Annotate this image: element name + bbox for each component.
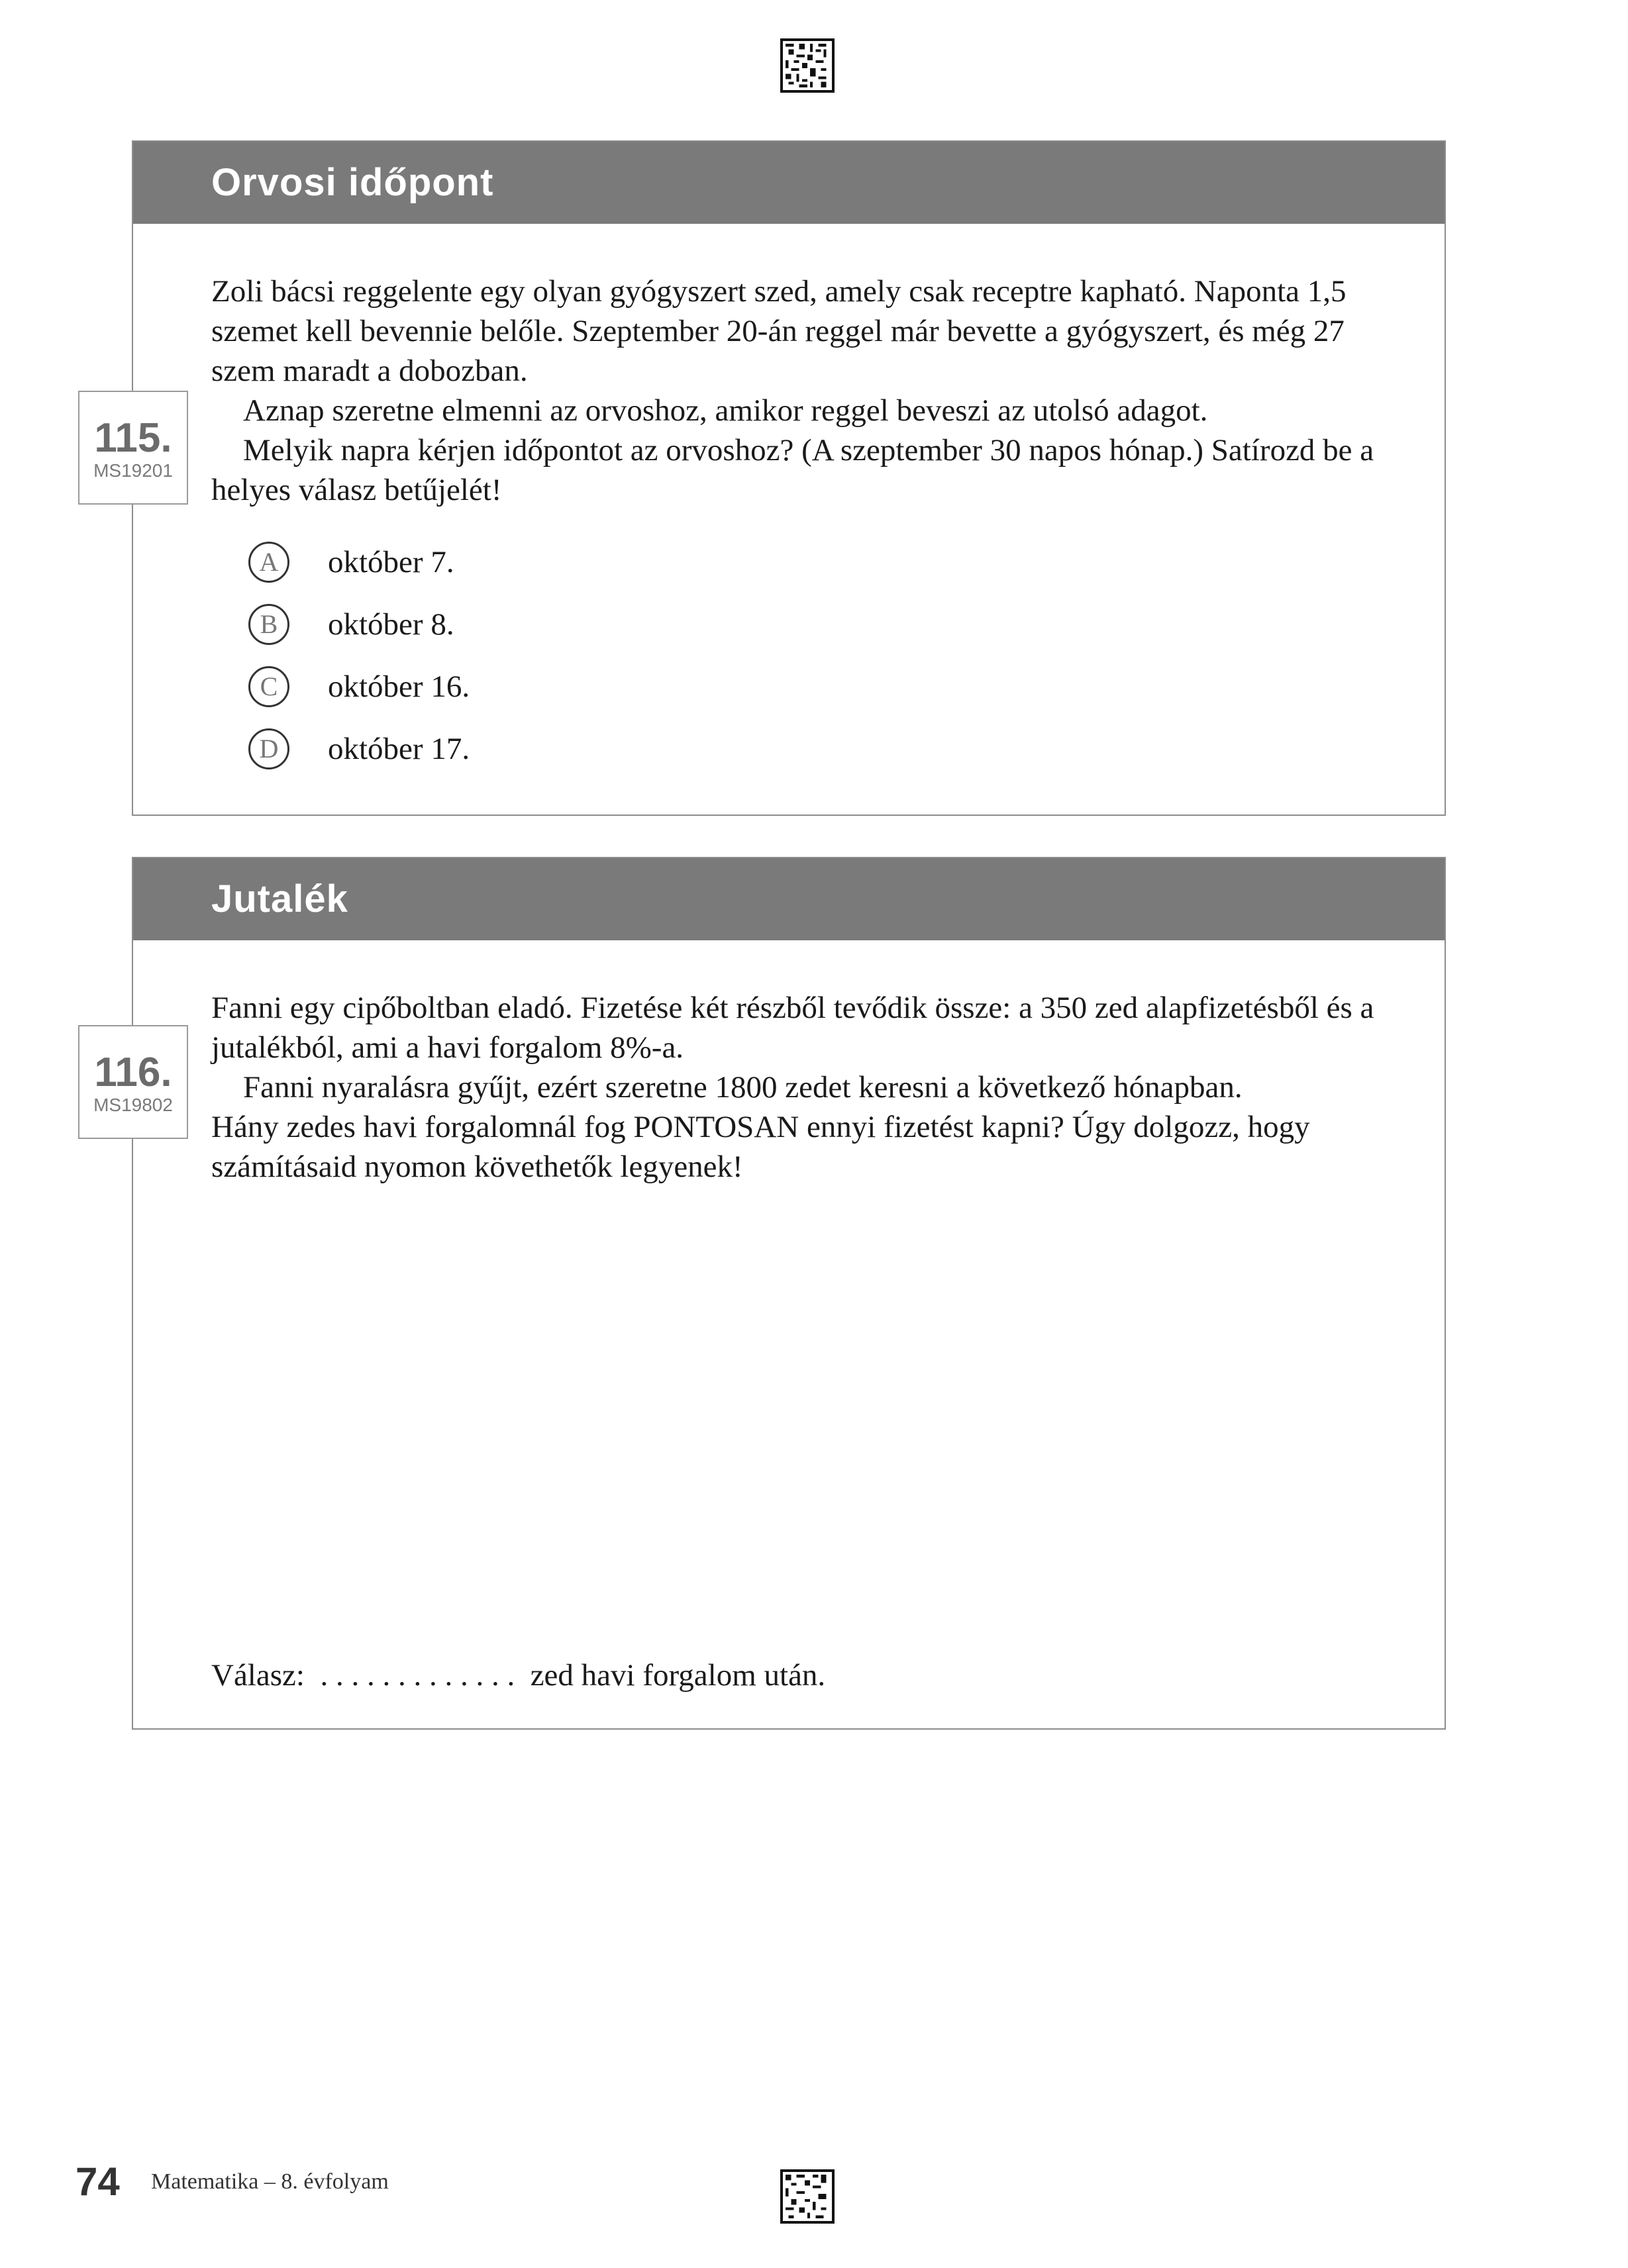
task-paragraph: Aznap szeretne elmenni az orvoshoz, amikor reggel beveszi az utolsó adagot.: [243, 393, 1208, 428]
task-code: MS19201: [93, 460, 173, 481]
option-label: október 8.: [328, 607, 454, 642]
task-title: Jutalék: [133, 858, 1445, 940]
option-label: október 16.: [328, 669, 470, 704]
task-115: [132, 140, 1446, 816]
bottom-qr-code: [780, 2169, 835, 2224]
task-paragraph: Fanni nyaralásra gyűjt, ezért szeretne 1800 zedet keresni a következő hónapban.: [243, 1070, 1243, 1105]
option-label: október 17.: [328, 732, 470, 766]
task-text: [211, 271, 1411, 510]
task-code: MS19802: [93, 1095, 173, 1115]
option-b[interactable]: [248, 604, 712, 650]
task-title: Orvosi időpont: [133, 142, 1445, 224]
task-paragraph: Melyik napra kérjen időpontot az orvoshoz? (A szeptember 30 napos hónap.) Satírozd be a helyes válasz betűjelét!: [211, 433, 1374, 507]
task-number: 116.: [94, 1050, 172, 1095]
task-116: [132, 857, 1446, 1730]
task-number-box: [78, 1025, 188, 1139]
option-c[interactable]: [248, 666, 712, 713]
option-bubble[interactable]: D: [248, 728, 289, 769]
answer-suffix: zed havi forgalom után.: [530, 1658, 826, 1693]
option-bubble[interactable]: A: [248, 542, 289, 583]
option-bubble[interactable]: B: [248, 604, 289, 645]
task-text: [211, 988, 1411, 1187]
answer-prefix: Válasz:: [211, 1658, 305, 1693]
top-qr-code: [780, 38, 835, 93]
answer-blank[interactable]: . . . . . . . . . . . . .: [320, 1658, 515, 1693]
option-bubble[interactable]: C: [248, 666, 289, 707]
option-a[interactable]: [248, 542, 712, 588]
page-number: 74: [76, 2159, 120, 2204]
option-d[interactable]: [248, 728, 712, 775]
task-number-box: [78, 391, 188, 505]
task-paragraph: Hány zedes havi forgalomnál fog PONTOSAN ennyi fizetést kapni? Úgy dolgozz, hogy számításaid nyomon követhetők legyenek!: [211, 1110, 1310, 1184]
footer-subject: Matematika – 8. évfolyam: [151, 2169, 389, 2194]
option-label: október 7.: [328, 545, 454, 579]
task-paragraph: Zoli bácsi reggelente egy olyan gyógyszert szed, amely csak receptre kapható. Naponta 1,5 szemet kell bevennie belőle. Szeptember 20-án reggel már bevette a gyógyszert, és még 27 szem maradt a dobozban.: [211, 274, 1347, 388]
task-number: 115.: [94, 415, 172, 461]
task-paragraph: Fanni egy cipőboltban eladó. Fizetése két részből tevődik össze: a 350 zed alapfizetésből és a jutalékból, ami a havi forgalom 8%-a.: [211, 991, 1374, 1065]
answer-line: [211, 1655, 825, 1695]
